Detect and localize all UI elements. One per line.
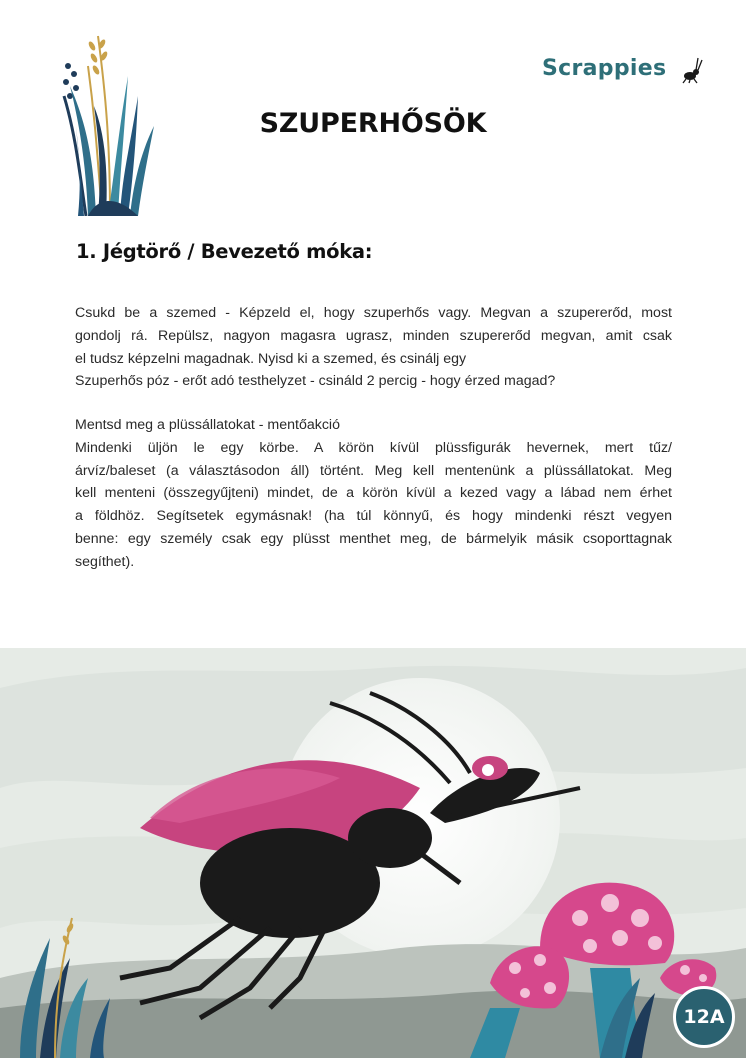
- logo-text: Scrappies: [542, 56, 667, 81]
- paragraph-line: a földhöz. Segítsetek egymásnak! (ha túl könnyű, és hogy mindenki részt vegyen: [75, 508, 672, 525]
- section-heading: 1. Jégtörő / Bevezető móka:: [76, 240, 373, 263]
- page-number-badge: 12A: [673, 986, 735, 1048]
- paragraph-line: Szuperhős póz - erőt adó testhelyzet - csináld 2 percig - hogy érzed magad?: [75, 373, 556, 390]
- superhero-ant-illustration: [0, 648, 746, 1058]
- paragraph-line: segíthet).: [75, 553, 135, 570]
- rescue-paragraph: [75, 414, 672, 574]
- paragraph-line: Mindenki üljön le egy körbe. A körön kívül plüssfigurák hevernek, mert tűz/: [75, 439, 672, 456]
- intro-paragraph: [75, 302, 672, 393]
- paragraph-line: Csukd be a szemed - Képzeld el, hogy szuperhős vagy. Megvan a szupererőd, most: [75, 305, 672, 321]
- paragraph-line: gondolj rá. Repülsz, nagyon magasra ugrasz, minden szupererőd megvan, amit csak: [75, 327, 672, 344]
- page-title: SZUPERHŐSÖK: [259, 108, 487, 139]
- scrappies-logo: [542, 54, 704, 88]
- paragraph-line: el tudsz képzelni magadnak. Nyisd ki a szemed, és csinálj egy: [75, 350, 467, 367]
- paragraph-subheading: Mentsd meg a plüssállatokat - mentőakció: [75, 417, 340, 433]
- paragraph-line: árvíz/baleset (a választásodon áll) történt. Meg kell mentenünk a plüssállatokat. Meg: [75, 462, 672, 479]
- ant-icon: [682, 54, 704, 84]
- paragraph-line: benne: egy személy csak egy plüsst menthet meg, de bármelyik másik csoporttagnak: [75, 530, 672, 547]
- paragraph-line: kell menteni (összegyűjteni) mindet, de a körön kívül a kezed vagy a lábad nem érhet: [75, 485, 672, 502]
